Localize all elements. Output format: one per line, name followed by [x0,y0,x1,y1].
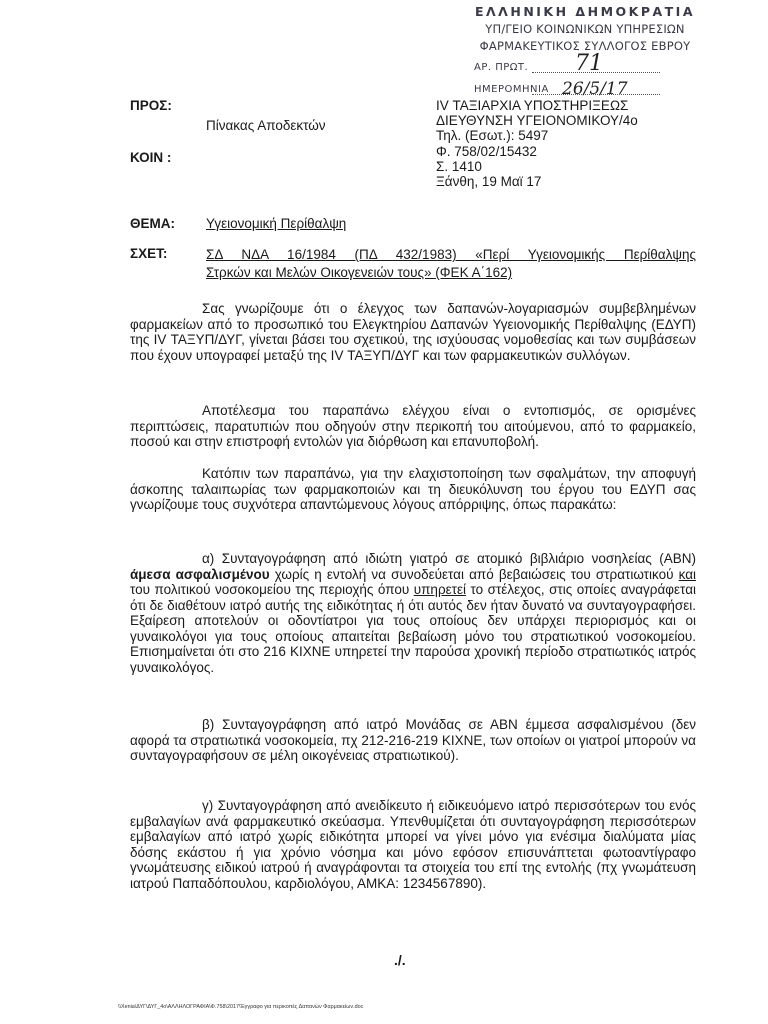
sender-block [436,98,638,189]
reference-line: ΣΔ ΝΔΑ 16/1984 (ΠΔ 432/1983) «Περί Υγειονομικής Περίθαλψης [206,247,696,262]
stamp-protocol-value: 71 [575,51,603,76]
sender-line: Φ. 758/02/15432 [436,143,537,159]
reference [206,246,696,282]
item-a-underline: υπηρετεί [413,582,466,597]
item-a-part: το στέλεχος, στις οποίες αναγράφεται ότι δε διαθέτουν ιατρό αυτής της ειδικότητας ή ότι αυτός δεν ήταν δυνατό να συνταγογραφήσει. Εξαίρεση αποτελούν οι οδοντίατροι για τους οποίους δεν υπάρχει περιορισμός και οι γυναικολόγοι για τους οποίους απαιτείται βεβαίωση μόνο του στρατιωτικού νοσοκομείου. Επισημαίνεται ότι στο 216 ΚΙΧΝΕ υπηρετεί την παρούσα χρονική περίοδο στρατιωτικός ιατρός γυναικολόγος. [130,582,697,675]
item-a-part: α) Συνταγογράφηση από ιδιώτη γιατρό σε ατομικό βιβλιάριο νοσηλείας (ΑΒΝ) [202,551,696,566]
item-b-text: β) Συνταγογράφηση από ιατρό Μονάδας σε ΑΒΝ έμμεσα ασφαλισμένου (δεν αφορά τα στρατιωτικά νοσοκομεία, πχ 212-216-219 ΚΙΧΝΕ, των οποίων οι γιατροί μπορούν να συνταγογραφήσουν σε μέλη οικογένειας στρατιωτικού). [130,717,696,763]
paragraph-1-text: Σας γνωρίζουμε ότι ο έλεγχος των δαπανών-λογαριασμών συμβεβλημένων φαρμακείων από το προσωπικό του Ελεγκτηρίου Δαπανών Υγειονομικής Περίθαλψης (ΕΔΥΠ) της IV ΤΑΞΥΠ/ΔΥΓ, γίνεται βάσει του σχετικού, της ισχύουσας νομοθεσίας και των συμβάσεων που έχουν υπογραφεί μεταξύ της IV ΤΑΞΥΠ/ΔΥΓ και των φαρμακευτικών συλλόγων. [130,301,696,363]
recipients: Πίνακας Αποδεκτών [206,118,326,133]
paragraph-3 [130,466,696,513]
registration-stamp [470,4,700,97]
stamp-line-2: ΥΠ/ΓΕΙΟ ΚΟΙΝΩΝΙΚΩΝ ΥΠΗΡΕΣΙΩΝ [485,22,685,36]
file-path-footer: \\Xenia\ΔΥΓ\ΔΥΓ_4ο\ΑΛΛΗΛΟΓΡΑΦΙΑ\Φ.758\2017\Έγγραφο για περικοπές Δαπανών Φαρμακείων.doc [118,1004,364,1010]
continuation-mark: ./. [394,952,406,968]
paragraph-3-text: Κατόπιν των παραπάνω, για την ελαχιστοποίηση των σφαλμάτων, την αποφυγή άσκοπης ταλαιπωρίας των φαρμακοποιών και τη διευκόλυνση του έργου του ΕΔΥΠ σας γνωρίζουμε τους συχνότερα απαντώμενους λόγους απόρριψης, όπως παρακάτω: [130,466,696,512]
label-reference: ΣΧΕΤ: [130,246,168,261]
stamp-date-label: ΗΜΕΡΟΜΗΝΙΑ [474,84,549,95]
stamp-date-value: 26/5/17 [562,79,628,99]
item-a-text [130,551,696,675]
item-a-underline: και [678,566,696,582]
item-a-part: του πολιτικού νοσοκομείου της περιοχής όπου [130,582,414,597]
paragraph-1 [130,301,696,363]
reference-line: Στρκών και Μελών Οικογενειών τους» (ΦΕΚ Α΄162) [206,265,513,280]
stamp-line-3: ΦΑΡΜΑΚΕΥΤΙΚΟΣ ΣΥΛΛΟΓΟΣ ΕΒΡΟΥ [479,39,691,53]
label-cc: ΚΟΙΝ : [130,150,172,165]
label-to: ΠΡΟΣ: [130,98,172,113]
item-a [130,551,696,675]
label-subject: ΘΕΜΑ: [130,216,175,231]
item-b [130,717,696,764]
sender-line: IV ΤΑΞΙΑΡΧΙΑ ΥΠΟΣΤΗΡΙΞΕΩΣ [436,98,629,113]
stamp-protocol-row [470,51,700,76]
subject: Υγειονομική Περίθαλψη [206,216,347,231]
item-c-text: γ) Συνταγογράφηση από ανειδίκευτο ή ειδικευόμενο ιατρό περισσότερων του ενός εμβαλαγίων ανά φαρμακευτικό σκεύασμα. Υπενθυμίζεται ότι συνταγογράφηση περισσότερων εμβαλαγίων από ιατρό χωρίς ειδικότητα μπορεί να γίνει μόνο για ενέσιμα διαλύματα μίας δόσης εκάστου ή για χρόνιο νόσημα και μόνο εφόσον επισυνάπτεται φωτοαντίγραφο γνωμάτευσης ειδικού ιατρού ή αναγράφονται τα στοιχεία του επί της εντολής (πχ γνωμάτευση ιατρού Παπαδόπουλου, καρδιολόγου, ΑΜΚΑ: 1234567890). [130,798,696,891]
item-c [130,798,696,891]
stamp-line-1: ΕΛΛΗΝΙΚΗ ΔΗΜΟΚΡΑΤΙΑ [474,4,696,19]
item-a-part: χωρίς η εντολή να συνοδεύεται από βεβαιώσεις του στρατιωτικού [269,566,679,582]
item-a-bold: άμεσα ασφαλισμένου [130,566,270,582]
sender-line: ΔΙΕΥΘΥΝΣΗ ΥΓΕΙΟΝΟΜΙΚΟΥ/4ο [436,113,638,129]
sender-line: Ξάνθη, 19 Μαϊ 17 [436,174,542,190]
paragraph-2 [130,403,696,450]
sender-line: Σ. 1410 [436,158,482,174]
sender-line: Τηλ. (Εσωτ.): 5497 [436,128,549,144]
stamp-date-row [470,81,700,97]
paragraph-2-text: Αποτέλεσμα του παραπάνω ελέγχου είναι ο εντοπισμός, σε ορισμένες περιπτώσεις, παρατυπιών που οδηγούν στην περικοπή του αιτούμενου, από το φαρμακείο, ποσού και στην επιστροφή εντολών για διόρθωση και επανυποβολή. [130,403,696,449]
stamp-protocol-label: ΑΡ. ΠΡΩΤ. [474,62,529,73]
